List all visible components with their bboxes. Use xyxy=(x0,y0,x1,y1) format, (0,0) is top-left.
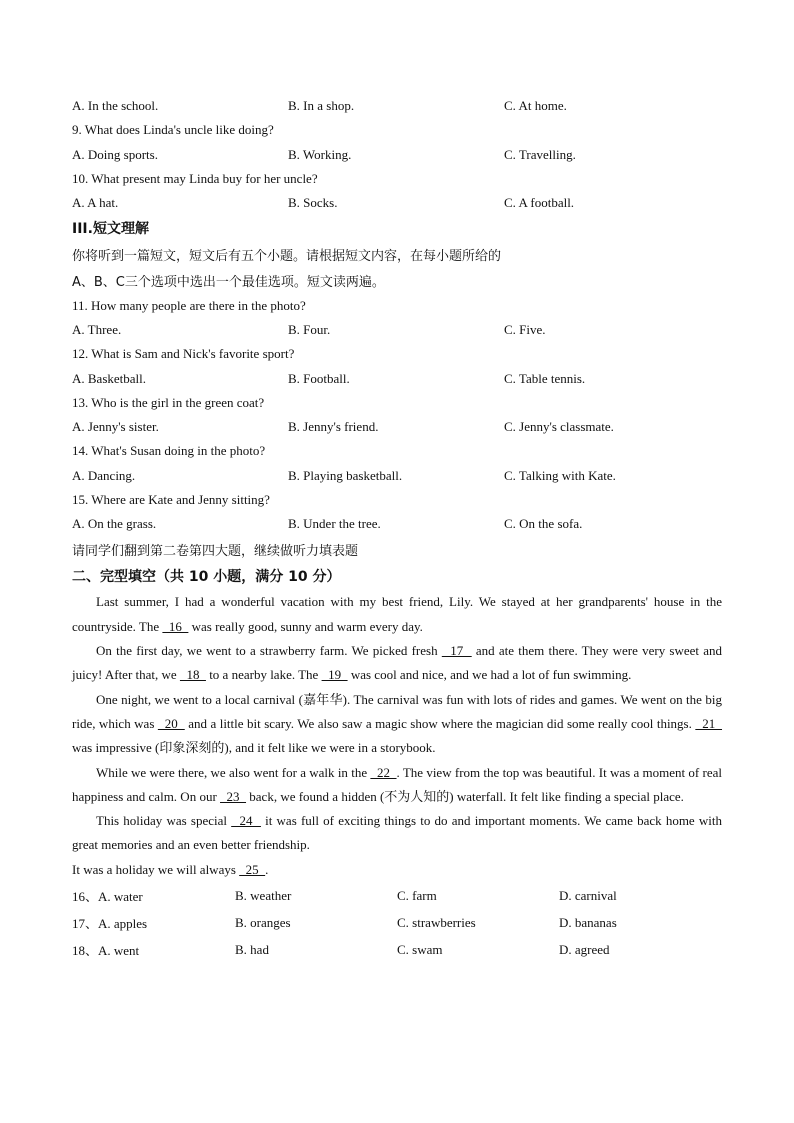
cloze-paragraph-2 xyxy=(72,639,722,688)
section-3-instruction-line1: 你将听到一篇短文，短文后有五个小题。请根据短文内容，在每小题所给的 xyxy=(72,248,502,264)
option-b: B. had xyxy=(235,941,269,957)
option-b: B. Socks. xyxy=(288,195,338,211)
q14-options xyxy=(72,464,722,488)
option-c: C. A football. xyxy=(504,195,575,211)
question-11: 11. How many people are there in the photo? xyxy=(72,297,306,313)
text: was really good, sunny and warm every day. xyxy=(188,618,423,634)
q13-options xyxy=(72,415,722,439)
section-3-instruction-line2: A、B、C三个选项中选出一个最佳选项。短文读两遍。 xyxy=(72,274,385,290)
option-b: B. oranges xyxy=(235,914,291,930)
q11-options xyxy=(72,318,722,342)
option-b: B. In a shop. xyxy=(288,98,355,114)
blank-23: 23 xyxy=(220,788,247,804)
option-a: A. Three. xyxy=(72,321,122,337)
blank-17: 17 xyxy=(441,643,472,659)
option-a: A. In the school. xyxy=(72,98,159,114)
section-2-title: 二、完型填空（共 10 小题，满分 10 分） xyxy=(72,569,341,586)
cloze-options-18 xyxy=(72,936,722,963)
text: While we were there, we also went for a walk in the xyxy=(96,764,371,780)
text: Last summer, I had a wonderful vacation with my best friend, Lily. We stayed at her grandparents' house in the countryside. The xyxy=(72,594,722,634)
option-c: C. At home. xyxy=(504,98,567,114)
text: On the first day, we went to a strawberry farm. We picked fresh xyxy=(96,643,442,659)
option-a: 17、A. apples xyxy=(72,916,148,932)
option-a: 18、A. went xyxy=(72,943,140,959)
blank-16: 16 xyxy=(162,618,189,634)
cloze-paragraph-6 xyxy=(72,858,722,882)
option-c: C. Travelling. xyxy=(504,146,576,162)
option-a: A. Basketball. xyxy=(72,370,147,386)
exam-page xyxy=(72,94,722,963)
option-b: B. Working. xyxy=(288,146,352,162)
section-3-title: III.短文理解 xyxy=(72,221,149,238)
q12-options xyxy=(72,366,722,390)
cloze-options-17 xyxy=(72,909,722,936)
option-c: C. Jenny's classmate. xyxy=(504,419,614,435)
option-c: C. On the sofa. xyxy=(504,516,583,532)
option-b: B. Jenny's friend. xyxy=(288,419,379,435)
blank-25: 25 xyxy=(239,861,266,877)
turn-page-note: 请同学们翻到第二卷第四大题，继续做听力填表题 xyxy=(72,543,359,559)
question-9: 9. What does Linda's uncle like doing? xyxy=(72,122,274,138)
text: One night, we went to a local carnival (嘉年华). The carnival was fun with lots of rides and games. We went on the big ride, which was xyxy=(72,691,722,731)
cloze-paragraph-5 xyxy=(72,809,722,858)
option-d: D. carnival xyxy=(559,887,617,903)
blank-20: 20 xyxy=(157,715,185,731)
q10-options xyxy=(72,191,722,215)
blank-19: 19 xyxy=(321,667,348,683)
option-a: A. A hat. xyxy=(72,195,119,211)
option-d: D. bananas xyxy=(559,914,617,930)
question-15: 15. Where are Kate and Jenny sitting? xyxy=(72,492,270,507)
text: and a little bit scary. We also saw a magic show where the magician did some really cool things. xyxy=(184,715,696,731)
option-a: 16、A. water xyxy=(72,889,143,905)
option-c: C. swam xyxy=(397,941,443,957)
text: It was a holiday we will always xyxy=(72,861,240,877)
option-c: C. farm xyxy=(397,887,437,903)
q8-options xyxy=(72,94,722,118)
option-d: D. agreed xyxy=(559,941,610,957)
text: and ate them there. They were very sweet and juicy! After that, we xyxy=(72,643,722,683)
cloze-options-16 xyxy=(72,882,722,909)
question-12: 12. What is Sam and Nick's favorite sport? xyxy=(72,346,295,362)
blank-21: 21 xyxy=(695,715,723,731)
option-a: A. Dancing. xyxy=(72,467,136,483)
q9-options xyxy=(72,143,722,167)
option-b: B. weather xyxy=(235,887,292,903)
blank-22: 22 xyxy=(370,764,397,780)
option-b: B. Under the tree. xyxy=(288,516,381,532)
q15-options xyxy=(72,512,722,536)
text: was cool and nice, and we had a lot of fun swimming. xyxy=(347,667,632,683)
cloze-paragraph-4 xyxy=(72,761,722,810)
option-b: B. Four. xyxy=(288,321,331,337)
text: was impressive (印象深刻的), and it felt like we were in a storybook. xyxy=(72,740,436,756)
blank-18: 18 xyxy=(179,667,206,683)
option-a: A. On the grass. xyxy=(72,516,157,532)
option-c: C. Talking with Kate. xyxy=(504,467,616,483)
option-b: B. Playing basketball. xyxy=(288,467,403,483)
text: . The view from the top was beautiful. It was a moment of real happiness and calm. On our xyxy=(72,764,722,804)
blank-24: 24 xyxy=(231,813,261,829)
text: . xyxy=(265,861,269,877)
text: it was full of exciting things to do and important moments. We came back home with great memories and an even better friendship. xyxy=(72,813,723,853)
cloze-paragraph-1 xyxy=(72,590,722,639)
option-a: A. Doing sports. xyxy=(72,146,158,162)
option-a: A. Jenny's sister. xyxy=(72,419,159,435)
option-c: C. Five. xyxy=(504,321,546,337)
option-b: B. Football. xyxy=(288,370,350,386)
option-c: C. Table tennis. xyxy=(504,370,586,386)
text: This holiday was special xyxy=(96,813,232,829)
text: to a nearby lake. The xyxy=(205,667,322,683)
question-14: 14. What's Susan doing in the photo? xyxy=(72,443,266,459)
cloze-paragraph-3 xyxy=(72,688,722,761)
option-c: C. strawberries xyxy=(397,914,476,930)
text: back, we found a hidden (不为人知的) waterfall. It felt like finding a special place. xyxy=(246,788,684,804)
question-10: 10. What present may Linda buy for her uncle? xyxy=(72,171,318,187)
question-13: 13. Who is the girl in the green coat? xyxy=(72,394,265,410)
